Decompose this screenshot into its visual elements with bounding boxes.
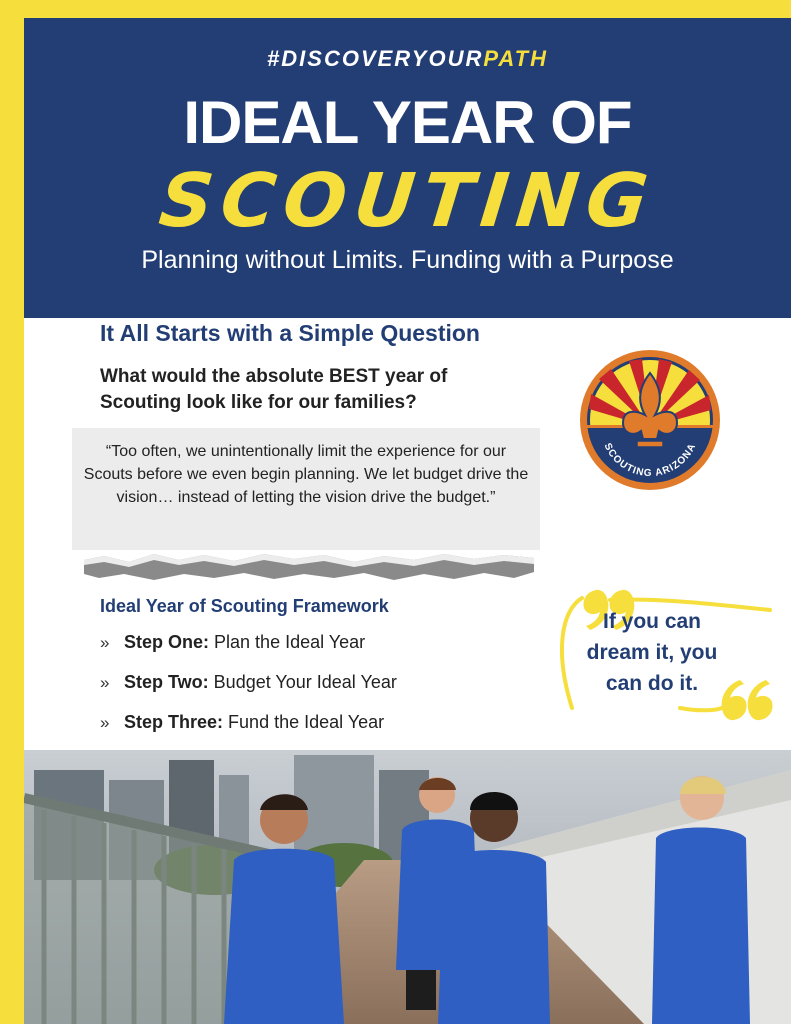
framework-heading: Ideal Year of Scouting Framework bbox=[100, 596, 389, 616]
step-label: Step Two: bbox=[124, 672, 209, 692]
tagline: Planning without Limits. Funding with a Purpose bbox=[141, 246, 674, 274]
callout-line-2: dream it, you bbox=[586, 641, 718, 664]
question-text: What would the absolute BEST year of Scouting look like for our families? bbox=[100, 366, 448, 413]
callout-text bbox=[562, 606, 742, 699]
step-text: Plan the Ideal Year bbox=[214, 632, 366, 652]
header-banner bbox=[24, 18, 791, 318]
scouts-photo bbox=[24, 750, 791, 1024]
badge-text: SCOUTING ARIZONA bbox=[601, 441, 699, 480]
title-line-1: IDEAL YEAR OF bbox=[183, 89, 632, 156]
step-text: Fund the Ideal Year bbox=[228, 712, 385, 732]
quote-torn-edge bbox=[84, 546, 534, 582]
callout-line-3: can do it. bbox=[605, 672, 699, 695]
chevron-right-icon: » bbox=[100, 633, 110, 652]
list-item bbox=[100, 632, 397, 672]
hashtag-part-2: PATH bbox=[483, 46, 548, 71]
fleur-de-lis-icon bbox=[579, 349, 721, 491]
list-item bbox=[100, 672, 397, 712]
step-label: Step Three: bbox=[124, 712, 224, 732]
title-line-2: SCOUTING bbox=[155, 158, 660, 244]
flyer-page bbox=[24, 18, 791, 1024]
question-heading: It All Starts with a Simple Question bbox=[100, 320, 480, 346]
list-item bbox=[100, 712, 397, 752]
step-label: Step One: bbox=[124, 632, 210, 652]
chevron-right-icon: » bbox=[100, 673, 110, 692]
hashtag bbox=[24, 46, 791, 72]
hashtag-part-1: #DISCOVERYOUR bbox=[267, 46, 484, 71]
steps-list bbox=[100, 632, 397, 752]
step-text: Budget Your Ideal Year bbox=[213, 672, 397, 692]
callout-line-1: If you can bbox=[602, 610, 702, 633]
chevron-right-icon: » bbox=[100, 713, 110, 732]
quote-text: “Too often, we unintentionally limit the experience for our Scouts before we even begin planning. We let budget drive the vision… instead of letting the vision drive the budget.” bbox=[83, 443, 529, 506]
